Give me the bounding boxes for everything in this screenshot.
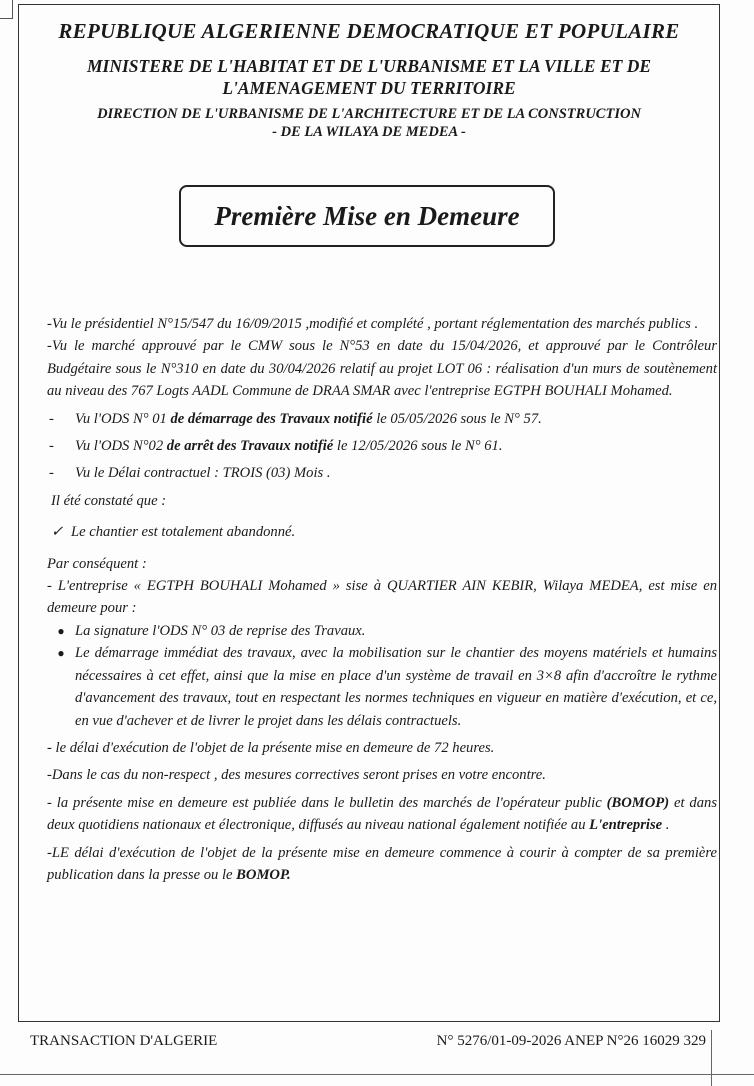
item-ods-01: - Vu l'ODS N° 01 de démarrage des Travaux notifié le 05/05/2026 sous le N° 57.: [49, 410, 542, 427]
paragraph-entreprise: - L'entreprise « EGTPH BOUHALI Mohamed » sise à QUARTIER AIN KEBIR, Wilaya MEDEA, est mise en demeure pour :: [47, 578, 717, 617]
footer-divider-vertical: [711, 1030, 712, 1086]
paragraph-publication: - la présente mise en demeure est publiée dans le bulletin des marchés de l'opérateur public (BOMOP) et dans deux quotidiens nationaux et électronique, diffusés au niveau national également notifiée au L'entreprise .: [47, 794, 717, 834]
checkmark-icon: ✓: [51, 524, 64, 541]
footer-publisher: TRANSACTION D'ALGERIE: [30, 1033, 218, 1049]
header-direction-line2: - DE LA WILAYA DE MEDEA -: [272, 124, 466, 140]
paragraph-marche: -Vu le marché approuvé par le CMW sous le N°53 en date du 15/04/2026, et approuvé par le Contrôleur Budgétaire sous le N°310 en date du 30/04/2026 relatif au projet LOT 06 : réalisation d'un murs de soutènement au niveau des 767 Logts AADL Commune de DRAA SMAR avec l'entreprise EGTPH BOUHALI Mohamed.: [47, 338, 717, 400]
consequent-heading: Par conséquent :: [47, 555, 147, 572]
header-direction-line1: DIRECTION DE L'URBANISME DE L'ARCHITECTURE ET DE LA CONSTRUCTION: [97, 106, 641, 122]
notice-title: Première Mise en Demeure: [179, 185, 555, 247]
header-ministry: [19, 55, 719, 99]
footer-reference: N° 5276/01-09-2026 ANEP N°26 16029 329: [436, 1033, 706, 1049]
bullet-signature-ods: ● La signature l'ODS N° 03 de reprise des Travaux.: [47, 620, 717, 642]
header-ministry-line1: MINISTERE DE L'HABITAT ET DE L'URBANISME ET LA VILLE ET DE: [86, 56, 652, 76]
paragraph-non-respect: -Dans le cas du non-respect , des mesures correctives seront prises en votre encontre.: [47, 767, 546, 784]
notice-body: [47, 313, 717, 886]
constate-heading: Il été constaté que :: [51, 492, 167, 509]
bullet-icon: ●: [57, 623, 65, 638]
bullet-icon: ●: [57, 646, 65, 661]
item-delai-contractuel: - Vu le Délai contractuel : TROIS (03) Mois .: [49, 465, 331, 482]
item-chantier-abandonne: ✓ Le chantier est totalement abandonné.: [47, 521, 717, 543]
header-direction: [19, 105, 719, 141]
item-ods-02: - Vu l'ODS N°02 de arrêt des Travaux notifié le 12/05/2026 sous le N° 61.: [49, 438, 503, 455]
notice-frame: [18, 4, 720, 1022]
bullet-demarrage: ● Le démarrage immédiat des travaux, avec la mobilisation sur le chantier des moyens matériels et humains nécessaires à cet effet, ainsi que la mise en place d'un système de travail en 3×8 afin d'accroître le rythme d'avancement des travaux, tout en respectant les normes techniques en vigueur en matière d'exécution, et ce, en vue d'achever et de livrer le projet dans les délais contractuels.: [47, 642, 717, 732]
footer-divider: [0, 1074, 754, 1075]
header-ministry-line2: L'AMENAGEMENT DU TERRITOIRE: [222, 78, 516, 98]
header-republic: REPUBLIQUE ALGERIENNE DEMOCRATIQUE ET POPULAIRE: [58, 19, 680, 43]
page-corner-mark: [0, 0, 13, 19]
paragraph-presidential: -Vu le présidentiel N°15/547 du 16/09/2015 ,modifié et complété , portant réglementation des marchés publics .: [47, 316, 699, 332]
paragraph-delai-72h: - le délai d'exécution de l'objet de la présente mise en demeure de 72 heures.: [47, 739, 495, 756]
paragraph-final: -LE délai d'exécution de l'objet de la présente mise en demeure commence à courir à compter de sa première publication dans la presse ou le BOMOP.: [47, 844, 717, 883]
